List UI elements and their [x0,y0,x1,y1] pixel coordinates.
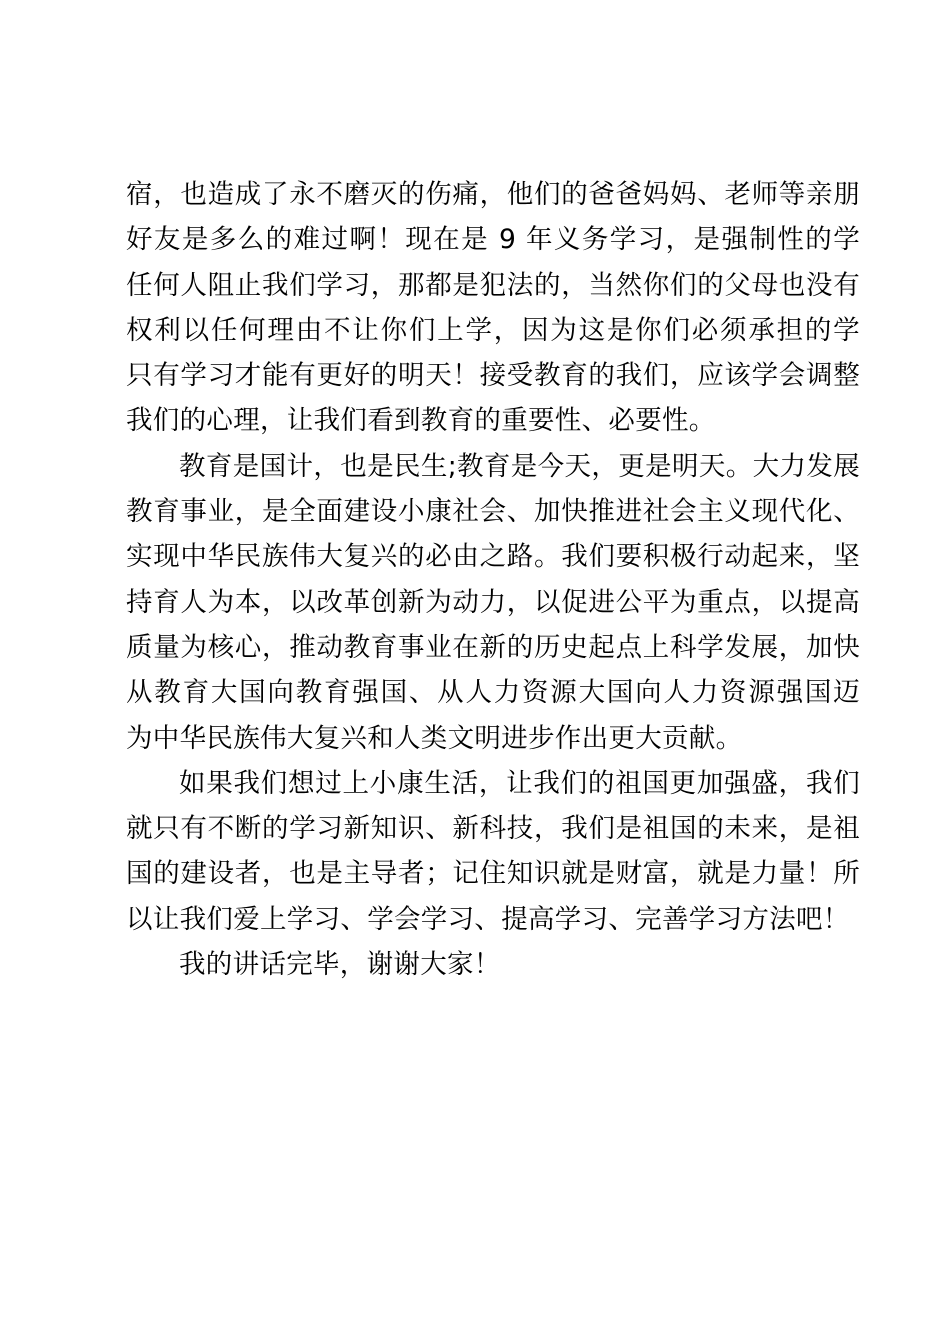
paragraph-line: 我们的心理，让我们看到教育的重要性、必要性。 [126,405,716,437]
paragraph-line: 从教育大国向教育强国、从人力资源大国向人力资源强国迈 [126,677,860,709]
paragraph-1 [126,172,860,444]
paragraph-line: 教育事业，是全面建设小康社会、加快推进社会主义现代化、 [126,496,860,528]
paragraph-line: 如果我们想过上小康生活，让我们的祖国更加强盛，我们 [179,767,860,799]
paragraph-2 [126,444,860,761]
paragraph-line: 以让我们爱上学习、学会学习、提高学习、完善学习方法吧！ [126,903,850,935]
paragraph-line: 实现中华民族伟大复兴的必由之路。我们要积极行动起来，坚 [126,541,860,573]
paragraph-line: 好友是多么的难过啊！现在是 9 年义务学习，是强制性的学 [126,224,860,256]
paragraph-3 [126,761,860,942]
paragraph-line: 权利以任何理由不让你们上学，因为这是你们必须承担的学 [126,314,860,346]
paragraph-line: 为中华民族伟大复兴和人类文明进步作出更大贡献。 [126,722,743,754]
paragraph-line: 就只有不断的学习新知识、新科技，我们是祖国的未来，是祖 [126,813,860,845]
paragraph-4 [126,942,860,987]
paragraph-line: 持育人为本，以改革创新为动力，以促进公平为重点，以提高 [126,586,860,618]
paragraph-line: 我的讲话完毕，谢谢大家！ [179,949,501,981]
paragraph-line: 质量为核心，推动教育事业在新的历史起点上科学发展，加快 [126,631,860,663]
paragraph-line: 任何人阻止我们学习，那都是犯法的，当然你们的父母也没有 [126,269,860,301]
document-body [126,172,860,987]
paragraph-line: 国的建设者，也是主导者；记住知识就是财富，就是力量！所 [126,858,860,890]
paragraph-line: 教育是国计，也是民生;教育是今天，更是明天。大力发展 [179,450,860,482]
paragraph-line: 宿，也造成了永不磨灭的伤痛，他们的爸爸妈妈、老师等亲朋 [126,179,860,210]
paragraph-line: 只有学习才能有更好的明天！接受教育的我们，应该学会调整 [126,360,860,392]
